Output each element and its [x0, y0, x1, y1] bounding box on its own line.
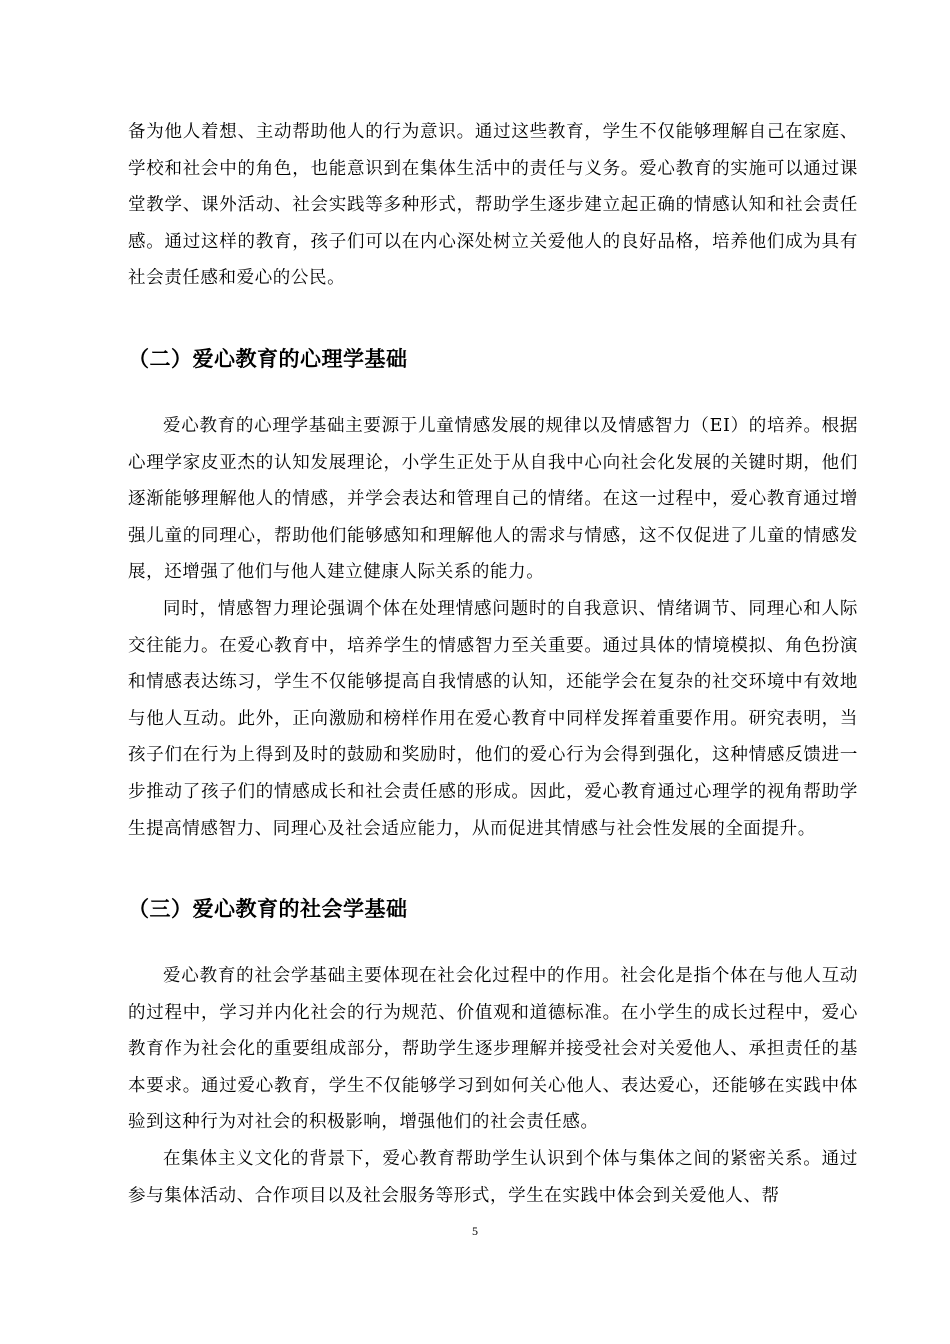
- page-number: 5: [472, 1224, 478, 1238]
- section-heading-psychology: （二）爱心教育的心理学基础: [128, 346, 408, 371]
- paragraph-psychology-1: 爱心教育的心理学基础主要源于儿童情感发展的规律以及情感智力（EI）的培养。根据心理学家皮亚杰的认知发展理论，小学生正处于从自我中心向社会化发展的关键时期，他们逐渐能够理解他人的情感，并学会表达和管理自己的情绪。在这一过程中，爱心教育通过增强儿童的同理心，帮助他们能够感知和理解他人的需求与情感，这不仅促进了儿童的情感发展，还增强了他们与他人建立健康人际关系的能力。: [128, 415, 858, 583]
- paragraph-sociology-2: 在集体主义文化的背景下，爱心教育帮助学生认识到个体与集体之间的紧密关系。通过参与集体活动、合作项目以及社会服务等形式，学生在实践中体会到关爱他人、帮: [128, 1149, 858, 1206]
- section-heading-sociology: （三）爱心教育的社会学基础: [128, 897, 408, 922]
- page-content: [128, 114, 858, 1214]
- paragraph-continued: 备为他人着想、主动帮助他人的行为意识。通过这些教育，学生不仅能够理解自己在家庭、学校和社会中的角色，也能意识到在集体生活中的责任与义务。爱心教育的实施可以通过课堂教学、课外活动、社会实践等多种形式，帮助学生逐步建立起正确的情感认知和社会责任感。通过这样的教育，孩子们可以在内心深处树立关爱他人的良好品格，培养他们成为具有社会责任感和爱心的公民。: [128, 122, 858, 289]
- paragraph-psychology-2: 同时，情感智力理论强调个体在处理情感问题时的自我意识、情绪调节、同理心和人际交往能力。在爱心教育中，培养学生的情感智力至关重要。通过具体的情境模拟、角色扮演和情感表达练习，学生不仅能够提高自我情感的认知，还能学会在复杂的社交环境中有效地与他人互动。此外，正向激励和榜样作用在爱心教育中同样发挥着重要作用。研究表明，当孩子们在行为上得到及时的鼓励和奖励时，他们的爱心行为会得到强化，这种情感反馈进一步推动了孩子们的情感成长和社会责任感的形成。因此，爱心教育通过心理学的视角帮助学生提高情感智力、同理心及社会适应能力，从而促进其情感与社会性发展的全面提升。: [128, 598, 858, 839]
- paragraph-sociology-1: 爱心教育的社会学基础主要体现在社会化过程中的作用。社会化是指个体在与他人互动的过程中，学习并内化社会的行为规范、价值观和道德标准。在小学生的成长过程中，爱心教育作为社会化的重要组成部分，帮助学生逐步理解并接受社会对关爱他人、承担责任的基本要求。通过爱心教育，学生不仅能够学习到如何关心他人、表达爱心，还能够在实践中体验到这种行为对社会的积极影响，增强他们的社会责任感。: [128, 966, 858, 1133]
